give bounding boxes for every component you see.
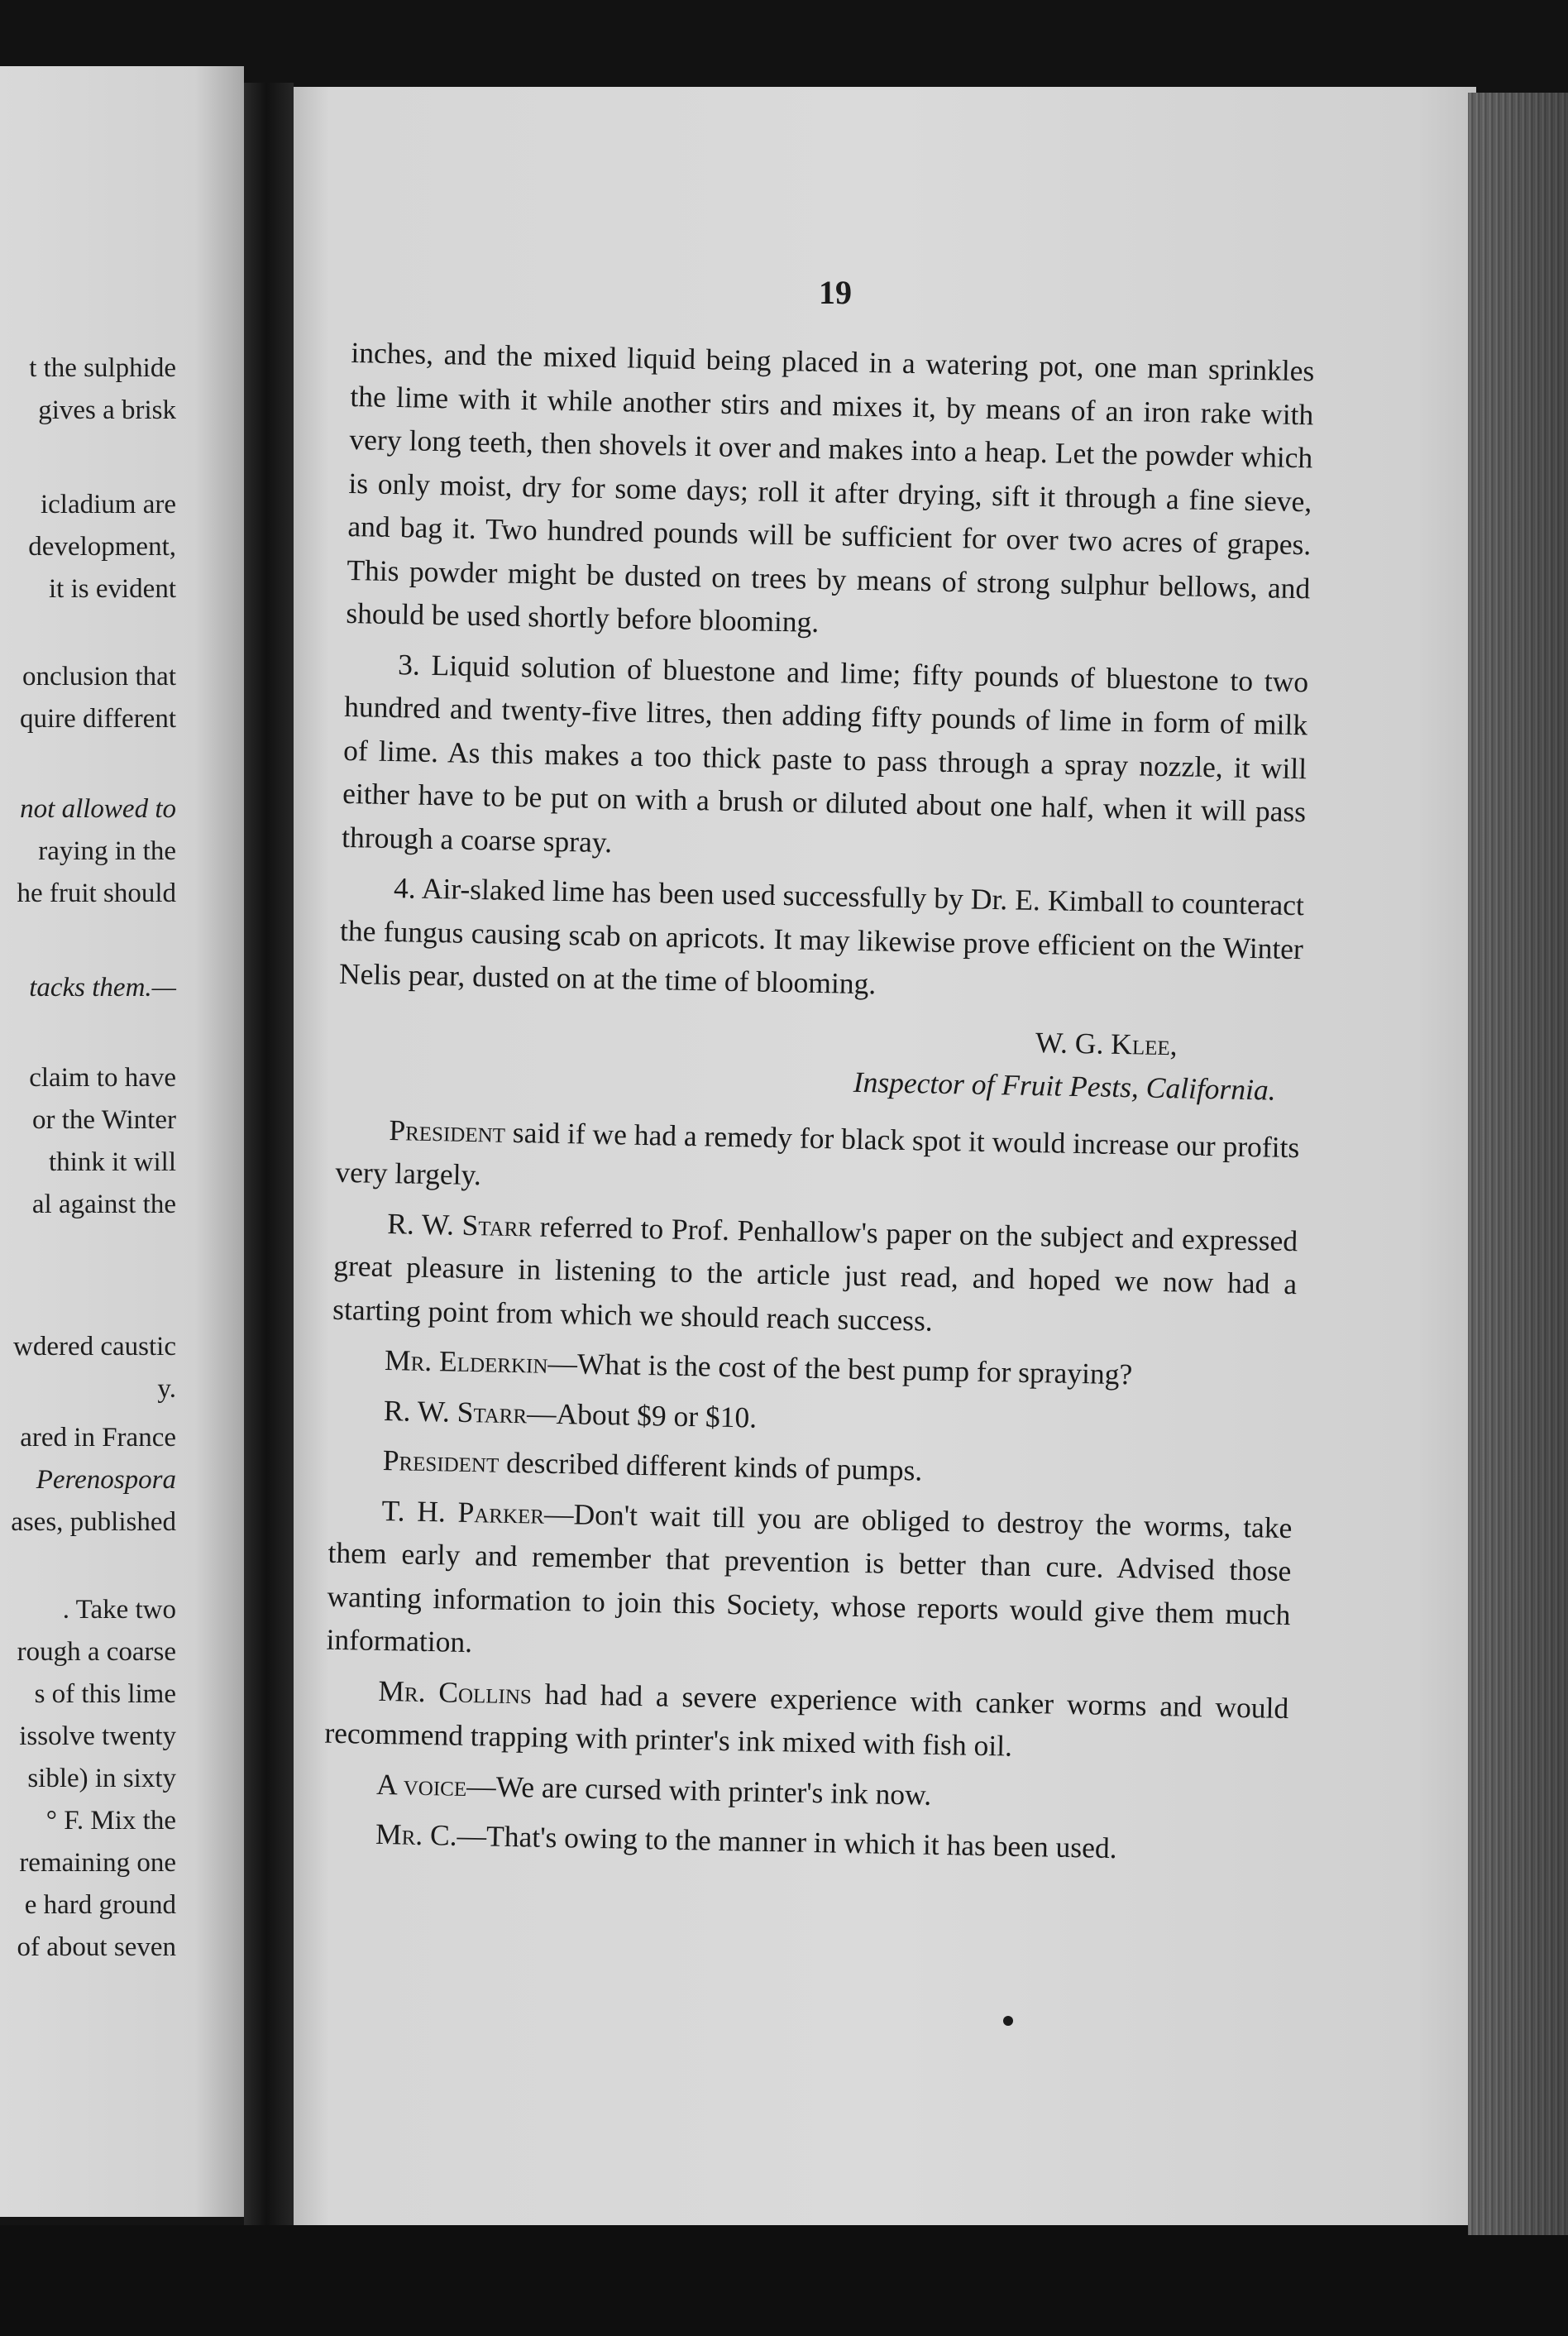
left-page-line: Perenospora [36, 1465, 176, 1495]
left-page-line: rough a coarse [17, 1637, 176, 1667]
ink-dot [1003, 2016, 1013, 2026]
left-page-line: y. [157, 1374, 176, 1404]
left-page-line: issolve twenty [19, 1721, 176, 1751]
discussion-entry [324, 1668, 1289, 1773]
left-page-line: or the Winter [31, 1105, 176, 1135]
speaker-name: R. W. Starr [383, 1393, 528, 1429]
left-page-line: ared in France [20, 1423, 176, 1453]
speaker-name: Mr. Elderkin [384, 1343, 548, 1380]
left-page-line: remaining one [19, 1848, 176, 1878]
left-page-line: ases, published [11, 1507, 176, 1537]
left-page-line: development, [28, 532, 176, 562]
speaker-text: described different kinds of pumps. [498, 1445, 923, 1487]
left-page-line: t the sulphide [29, 353, 176, 383]
discussion-entry [335, 1107, 1300, 1212]
page-number: 19 [819, 274, 852, 311]
left-page-line: it is evident [49, 574, 176, 604]
left-page-line: quire different [19, 704, 176, 734]
left-page-line: not allowed to [20, 794, 176, 824]
speaker-text: —We are cursed with printer's ink now. [466, 1769, 932, 1812]
left-page-line: e hard ground [24, 1890, 176, 1920]
speaker-name: Mr. Collins [378, 1673, 533, 1710]
left-page-line: sible) in sixty [27, 1764, 176, 1793]
left-page-line: al against the [31, 1190, 176, 1219]
left-page-line: tacks them.— [29, 973, 176, 1003]
speaker-name: President [382, 1443, 500, 1479]
left-page-line: s of this lime [34, 1679, 176, 1709]
speaker-name: T. H. Parker [381, 1493, 545, 1530]
left-page-line: gives a brisk [38, 395, 176, 425]
left-page-line: raying in the [38, 836, 176, 866]
left-page-line: wdered caustic [13, 1332, 176, 1362]
left-facing-page [0, 66, 244, 2217]
speaker-name: R. W. Starr [386, 1206, 533, 1242]
speaker-text: —That's owing to the manner in which it has been used. [457, 1818, 1117, 1865]
paragraph-item-3: 3. Liquid solution of bluestone and lime; fifty pounds of bluestone to two hundred and twenty-five litres, then adding fifty pounds of lime in form of milk of lime. As this makes a too thick paste to pass through a spray nozzle, it will either have to be put on with a brush or diluted about one half, when it will pass through a coarse spray. [341, 647, 1309, 859]
page-body-text [323, 331, 1315, 1874]
speaker-text: —About $9 or $10. [526, 1395, 758, 1434]
speaker-text: —What is the cost of the best pump for spraying? [547, 1346, 1133, 1391]
book-gutter [244, 83, 294, 2225]
speaker-name: President [389, 1113, 506, 1149]
left-page-line: onclusion that [22, 662, 176, 692]
speaker-text: had had a severe experience with canker worms and would recommend trapping with printer's ink mixed with fish oil. [324, 1676, 1289, 1763]
discussion-entry [332, 1200, 1298, 1349]
left-page-line: claim to have [29, 1063, 176, 1093]
left-page-line: . Take two [62, 1595, 176, 1625]
speaker-text: referred to Prof. Penhallow's paper on the subject and expressed great pleasure in listening to the article just read, and hoped we now had a starting point from which we should reach success. [332, 1209, 1298, 1338]
left-page-line: of about seven [17, 1932, 176, 1962]
left-page-line: think it will [48, 1147, 176, 1177]
left-page-line: ° F. Mix the [45, 1806, 176, 1836]
speaker-name: Mr. C. [375, 1817, 458, 1852]
signature-name: W. G. Klee, [1035, 1025, 1178, 1061]
paragraph-item-4: 4. Air-slaked lime has been used successfully by Dr. E. Kimball to counteract the fungus causing scab on apricots. It may likewise prove efficient on the Winter Nelis pear, dusted on at the time of blooming. [338, 871, 1305, 1001]
speaker-text: said if we had a remedy for black spot it would increase our profits very largely. [335, 1115, 1300, 1192]
left-page-line: icladium are [40, 490, 176, 519]
left-page-line: he fruit should [17, 878, 176, 908]
paragraph-lime-powder: inches, and the mixed liquid being placed in a watering pot, one man sprinkles the lime with it while another stirs and mixes it, by means of an iron rake with very long teeth, then shovels it over and makes into a heap. Let the powder which is only moist, dry for some days; roll it after drying, sift it through a fine sieve, and bag it. Two hundred pounds will be sufficient for over two acres of grapes. This powder might be dusted on trees by means of strong sulphur bellows, and should be used shortly before blooming. [346, 335, 1315, 639]
speaker-name: A voice [375, 1767, 467, 1802]
signature-title: Inspector of Fruit Pests, California. [853, 1065, 1276, 1107]
speaker-text: —Don't wait till you are obliged to destroy the worms, take them early and remember that prevention is better than cure. Advised those wanting information to join this Society, whose reports would give them much information. [326, 1496, 1293, 1659]
scan-bottom-border [0, 2225, 1568, 2336]
discussion-entry [326, 1487, 1293, 1679]
page-edge-stack [1468, 93, 1568, 2235]
